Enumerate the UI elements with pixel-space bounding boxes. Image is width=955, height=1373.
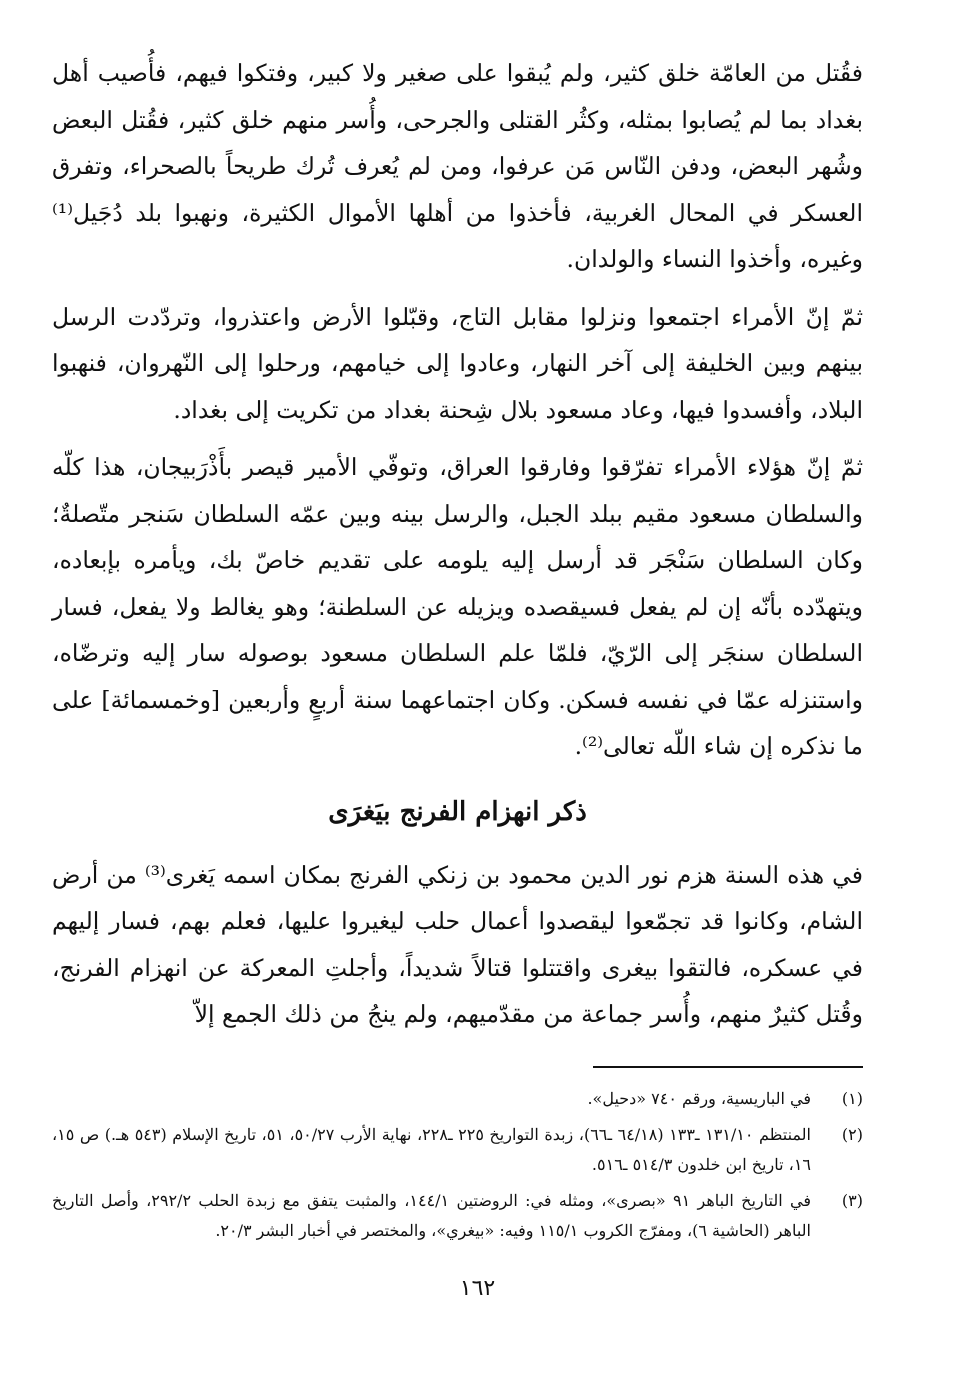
section-heading: ذكر انهزام الفرنج بيَغرَى xyxy=(328,796,587,827)
body-paragraph-3: ثمّ إنّ هؤلاء الأمراء تفرّقوا وفارقوا العراق، وتوفّي الأمير قيصر بأَذْرَبيجان، هذا كلّه والسلطان مسعود مقيم ببلد الجبل، والرسل بينه وبين عمّه السلطان سَنجر متّصلةٌ؛ وكان السلطان سَنْجَر قد أرسل إليه يلومه على تقديم خاصّ بك، ويأمره بإبعاده، ويتهدّده بأنّه إن لم يفعل فسيقصده ويزيله عن السلطنة؛ وهو يغالط ولا يفعل، فسار السلطان سنجَر إلى الرّيّ، فلمّا علم السلطان مسعود بوصوله سار إليه وترضّاه، واستنزله عمّا في نفسه فسكن. وكان اجتماعهما سنة أربعٍ وأربعين [وخمسمائة] على ما نذكره إن شاء اللّه تعالى⁽²⁾. xyxy=(52,453,863,760)
footnotes-list xyxy=(52,1084,863,1246)
footnote-number: (٣) xyxy=(841,1190,863,1210)
footnote-item xyxy=(52,1186,863,1246)
footnote-text: في الباريسية، ورقم ٧٤٠ «دحيل». xyxy=(587,1088,811,1108)
footnote-text: المنتظم ١٣١/١٠ ـ١٣٣ (٦٤/١٨ ـ٦٦)، زبدة التواريخ ٢٢٥ ـ٢٢٨، نهاية الأرب ٥٠/٢٧، ٥١، تاريخ الإسلام (٥٤٣ هـ.) ص ١٥، ١٦، تاريخ ابن خلدون ٥١٤/٣ ـ٥١٦. xyxy=(52,1124,811,1174)
footnote-text: في التاريخ الباهر ٩١ «بصرى»، ومثله في: الروضتين ١٤٤/١، والمثبت يتفق مع زبدة الحلب ٢٩٢/٢، وأصل التاريخ الباهر (الحاشية ٦)، ومفرّج الكروب ١١٥/١ وفيه: «بيغري»، والمختصر في أخبار البشر ٢٠/٣. xyxy=(52,1190,812,1240)
footnote-item xyxy=(52,1084,863,1114)
page-number: ١٦٢ xyxy=(459,1276,496,1301)
body-paragraph-2: ثمّ إنّ الأمراء اجتمعوا ونزلوا مقابل التاج، وقبّلوا الأرض واعتذروا، وتردّدت الرسل بينهم وبين الخليفة إلى آخر النهار، وعادوا إلى خيامهم، ورحلوا إلى النّهروان، فنهبوا البلاد، وأفسدوا فيها، وعاد مسعود بلال شِحنة بغداد من تكريت إلى بغداد. xyxy=(52,302,863,424)
footnote-item xyxy=(52,1120,863,1180)
footnote-number: (١) xyxy=(841,1088,863,1108)
section-paragraph: في هذه السنة هزم نور الدين محمود بن زنكي الفرنج بمكان اسمه يَغرى⁽³⁾ من أرض الشام، وكانوا قد تجمّعوا ليقصدوا أعمال حلب ليغيروا عليها، فعلم بهم، فسار إليهم في عسكره، فالتقوا بيغرى واقتتلوا قتالاً شديداً، وأجلتِ المعركة عن انهزام الفرنج، وقُتل كثيرٌ منهم، وأُسر جماعة من مقدّميهم، ولم ينجُ من ذلك الجمع إلاّ xyxy=(52,860,863,1028)
footnote-number: (٢) xyxy=(841,1124,863,1144)
footnote-divider xyxy=(593,1066,863,1068)
body-paragraph-1: فقُتل من العامّة خلق كثير، ولم يُبقوا على صغير ولا كبير، وفتكوا فيهم، فأُصيب أهل بغداد بما لم يُصابوا بمثله، وكثُر القتلى والجرحى، وأُسر منهم خلق كثير، فقُتل البعض وشُهر البعض، ودفن النّاس مَن عرفوا، ومن لم يُعرف تُرك طريحاً بالصحراء، وتفرق العسكر في المحال الغربية، فأخذوا من أهلها الأموال الكثيرة، ونهبوا بلد دُجَيل⁽¹⁾ وغيره، وأخذوا النساء والولدان. xyxy=(52,59,863,273)
